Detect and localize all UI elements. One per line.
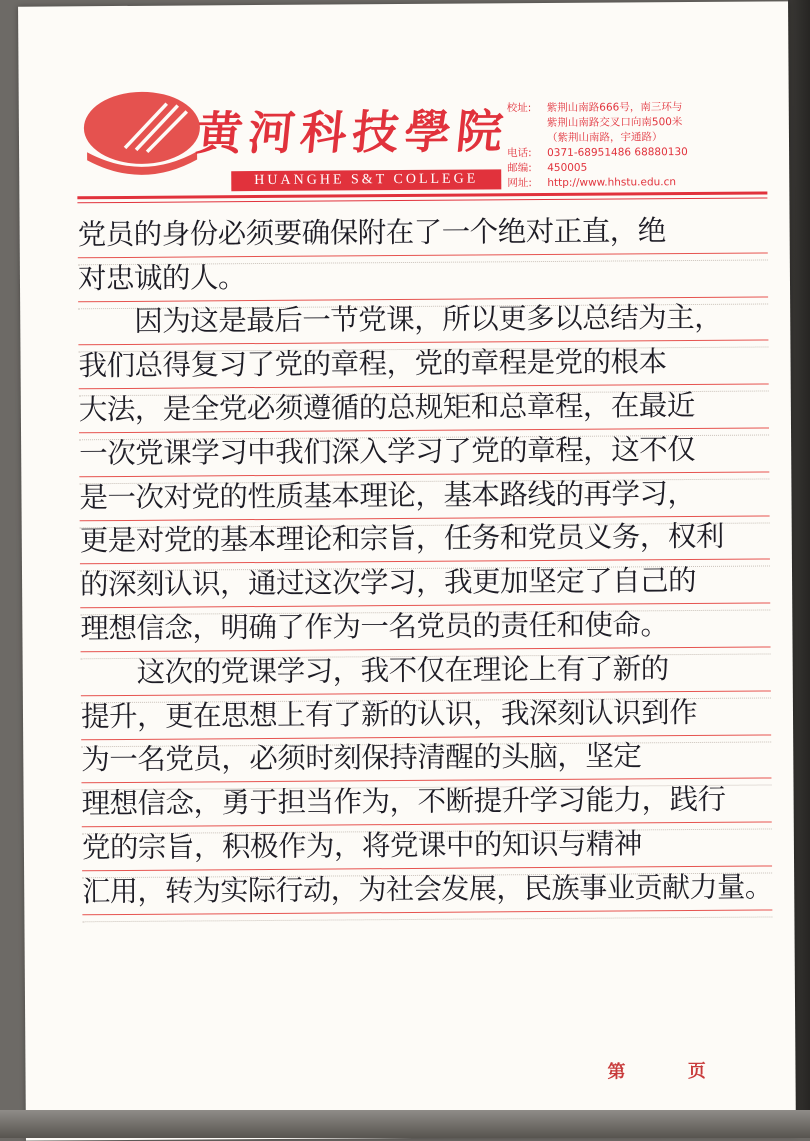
line-text: 我们总得复习了党的章程，党的章程是党的根本 [78,339,666,384]
line-text: 是一次对党的性质基本理论，基本路线的再学习， [79,471,695,516]
line-text: 一次党课学习中我们深入学习了党的章程，这不仅 [79,427,695,472]
text-line [82,823,772,872]
page-prefix: 第 [607,1061,625,1082]
line-text: 大法，是全党必须遵循的总规矩和总章程，在最近 [79,383,695,428]
letterhead-page [18,1,796,1140]
contact-row: 邮编: 450005 [507,160,747,177]
line-text: 理想信念，勇于担当作为，不断提升学习能力，践行 [81,777,725,822]
text-line [81,691,771,740]
contact-row: 紫荆山南路交叉口向南500米 [507,115,747,132]
page-number-footer [607,1057,705,1084]
line-text: 理想信念，明确了作为一名党员的责任和使命。 [80,602,668,647]
line-text: 为一名党员，必须时刻保持清醒的头脑，坚定 [81,734,641,779]
college-name-english: HUANGHE S&T COLLEGE [231,169,501,191]
contact-info [507,100,748,192]
contact-row: 校址: 紫荆山南路666号，南三环与 [507,100,747,117]
line-text: 的深刻认识，通过这次学习，我更加坚定了自己的 [80,558,696,603]
line-text: 汇用，转为实际行动，为社会发展，民族事业贡献力量。 [82,864,772,910]
text-line [78,253,768,302]
contact-row: 网址: http://www.hhstu.edu.cn [507,175,747,192]
text-line [78,209,768,258]
text-line [82,866,772,915]
line-text: 更是对党的基本理论和宗旨，任务和党员义务，权利 [80,514,724,559]
line-text: 党员的身份必须要确保附在了一个绝对正直，绝 [77,208,665,253]
college-name-chinese: 黄河科技學院 [194,95,512,163]
contact-row: （紫荆山南路，宇通路） [507,130,747,147]
college-logo [81,89,204,178]
line-text: 党的宗旨，积极作为，将党课中的知识与精神 [82,821,642,866]
line-text: 提升，更在思想上有了新的认识，我深刻认识到作 [81,690,697,735]
line-text: 对忠诚的人。 [78,255,246,297]
handwritten-body [78,209,773,915]
contact-row: 电话: 0371-68951486 68880130 [507,145,747,162]
page-suffix: 页 [688,1061,706,1082]
text-line [81,779,771,828]
desk-surface [0,1110,810,1138]
line-text: 因为这是最后一节党课，所以更多以总结为主， [134,295,722,340]
line-text: 这次的党课学习，我不仅在理论上有了新的 [137,646,669,691]
